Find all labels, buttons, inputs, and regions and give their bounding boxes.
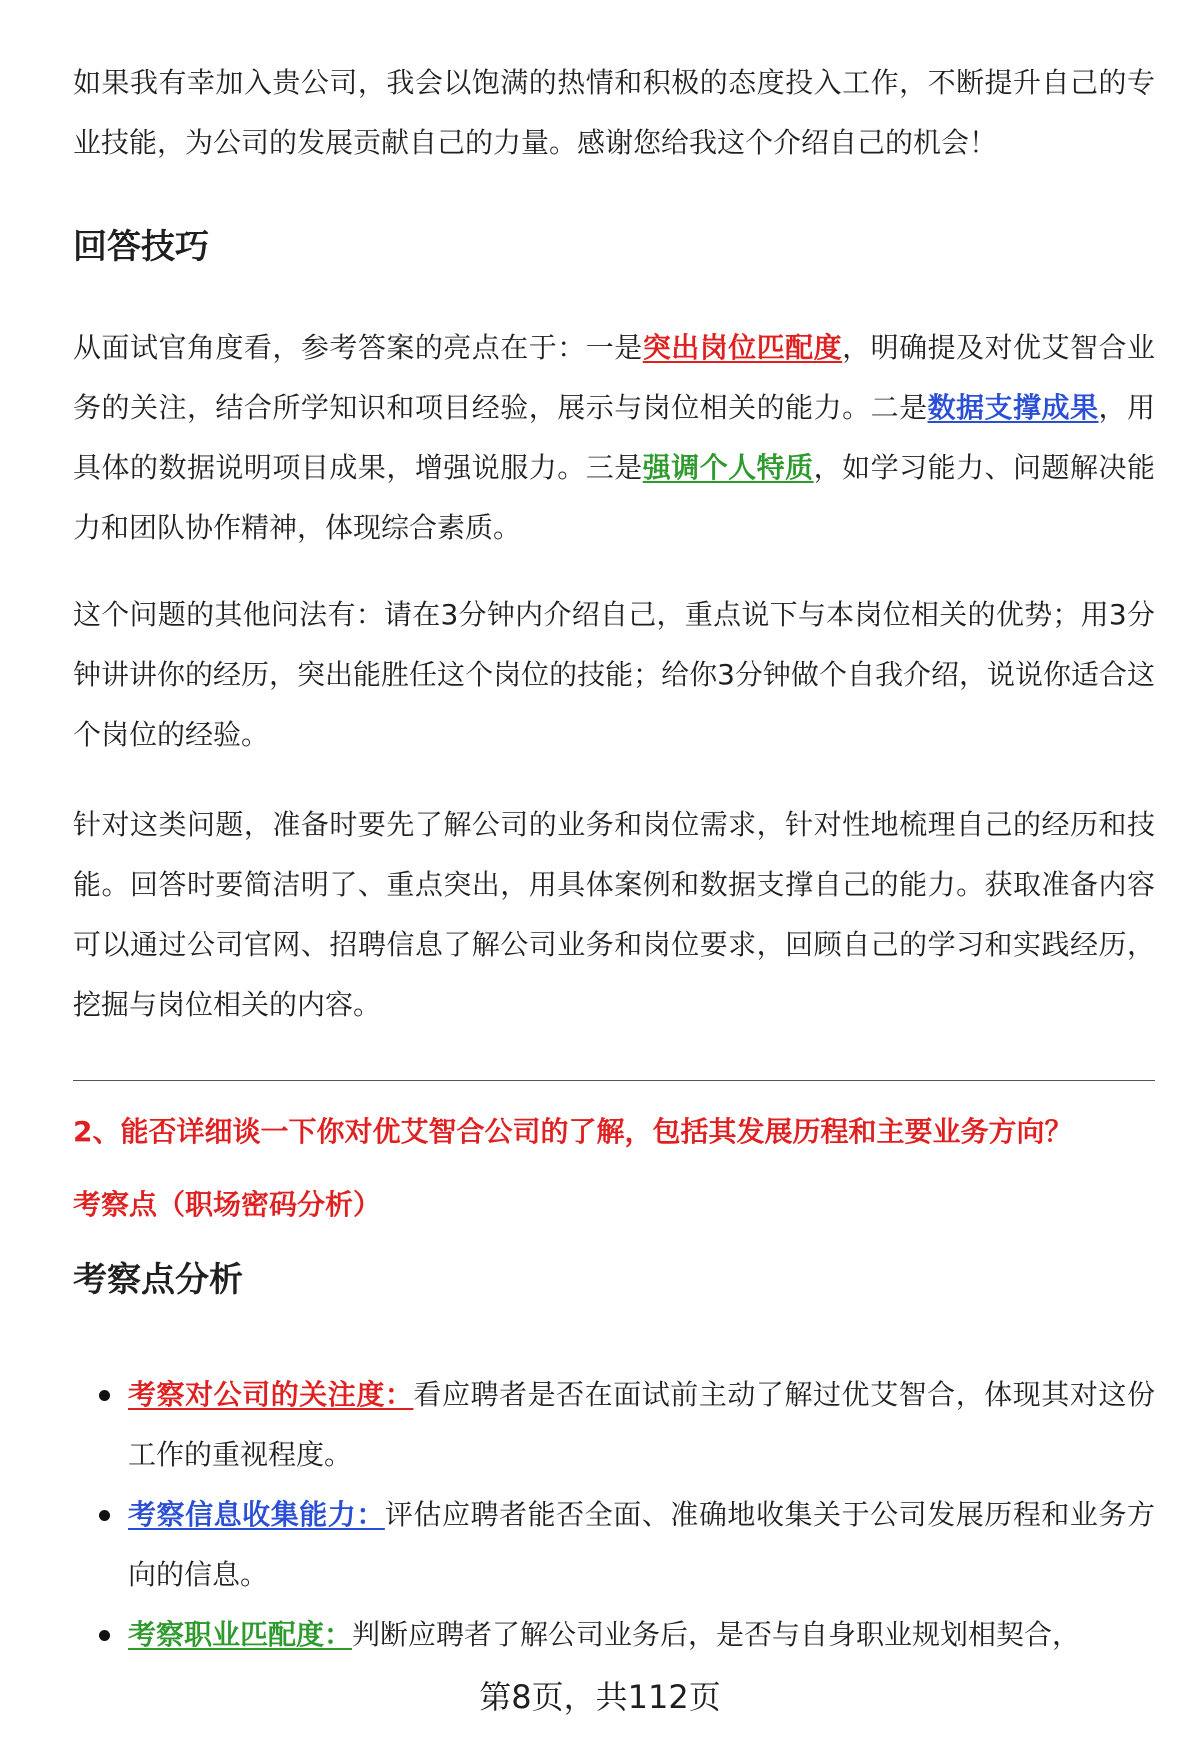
bullet-icon (99, 1390, 110, 1401)
analysis-item-text: 评估应聘者能否全面、准确地收集关于公司发展历程和业务方向的信息。 (128, 1498, 1155, 1591)
answer-tips-paragraph-2: 这个问题的其他问法有：请在3分钟内介绍自己，重点说下与本岗位相关的优势；用3分钟讲讲你的经历，突出能胜任这个岗位的技能；给你3分钟做个自我介绍，说说你适合这个岗位的经验。 (73, 598, 1155, 751)
answer-tips-paragraph-1 (73, 318, 1155, 558)
list-item (73, 1365, 1155, 1485)
tips-text-2: ，明确提及对优艾智合业务的关注，结合所学知识和项目经验，展示与岗位相关的能力。二是 (73, 331, 1155, 424)
tips-text-4: ，如学习能力、问题解决能力和团队协作精神，体现综合素质。 (73, 451, 1155, 544)
page-number: 第8页，共112页 (479, 1678, 721, 1716)
question-2-title: 2、能否详细谈一下你对优艾智合公司的了解，包括其发展历程和主要业务方向？ (73, 1115, 1073, 1148)
tips-text-3: ，用具体的数据说明项目成果，增强说服力。三是 (73, 391, 1155, 484)
analysis-item-label: 考察信息收集能力： (128, 1498, 385, 1531)
list-item (73, 1485, 1155, 1605)
highlight-personal-traits: 强调个人特质 (642, 451, 814, 484)
highlight-data-support: 数据支撑成果 (927, 391, 1099, 424)
analysis-list (73, 1365, 1155, 1665)
section-divider (73, 1080, 1155, 1081)
highlight-position-match: 突出岗位匹配度 (642, 331, 843, 364)
tips-text-1: 从面试官角度看，参考答案的亮点在于：一是 (73, 331, 643, 364)
intro-paragraph: 如果我有幸加入贵公司，我会以饱满的热情和积极的态度投入工作，不断提升自己的专业技能，为公司的发展贡献自己的力量。感谢您给我这个介绍自己的机会！ (73, 66, 1155, 159)
analysis-item-label: 考察对公司的关注度： (128, 1378, 414, 1411)
analysis-item-text: 判断应聘者了解公司业务后，是否与自身职业规划相契合， (352, 1618, 1081, 1651)
bullet-icon (99, 1510, 110, 1521)
answer-tips-paragraph-3: 针对这类问题，准备时要先了解公司的业务和岗位需求，针对性地梳理自己的经历和技能。回答时要简洁明了、重点突出，用具体案例和数据支撑自己的能力。获取准备内容可以通过公司官网、招聘信息了解公司业务和岗位要求，回顾自己的学习和实践经历，挖掘与岗位相关的内容。 (73, 808, 1155, 1021)
analysis-heading: 考察点分析 (73, 1260, 243, 1300)
question-2-subtitle: 考察点（职场密码分析） (73, 1188, 382, 1221)
analysis-section (73, 1255, 1155, 1665)
answer-tips-heading: 回答技巧 (73, 227, 209, 267)
bullet-icon (99, 1630, 110, 1641)
list-item (73, 1605, 1155, 1665)
analysis-item-text: 看应聘者是否在面试前主动了解过优艾智合，体现其对这份工作的重视程度。 (128, 1378, 1155, 1471)
analysis-item-label: 考察职业匹配度： (128, 1618, 353, 1651)
